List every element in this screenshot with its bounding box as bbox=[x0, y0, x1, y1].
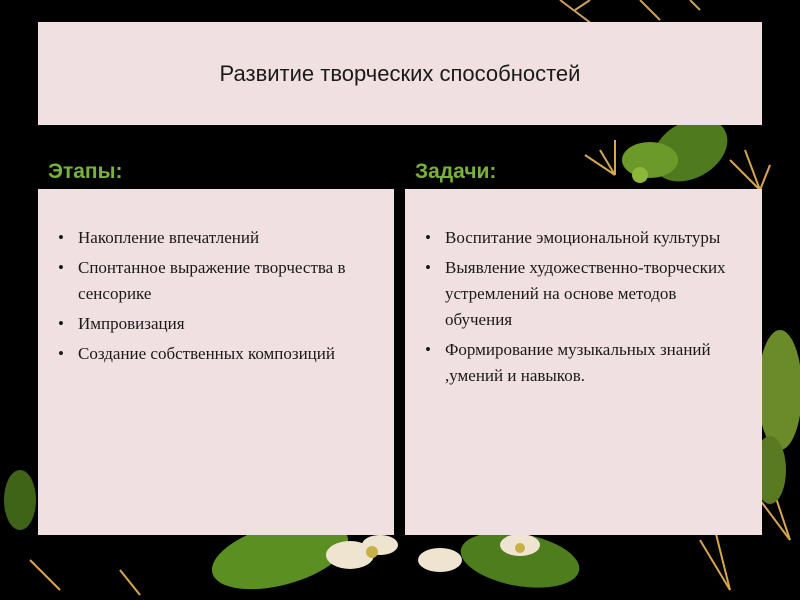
stages-panel bbox=[38, 189, 394, 535]
list-item: • Спонтанное выражение творчества в сенсорике bbox=[56, 255, 374, 307]
list-item: • Создание собственных композиций bbox=[56, 341, 374, 367]
list-item: • Импровизация bbox=[56, 311, 374, 337]
stages-list bbox=[56, 225, 374, 367]
tasks-list bbox=[423, 225, 742, 389]
tasks-heading: Задачи: bbox=[415, 160, 497, 183]
list-item: • Формирование музыкальных знаний ,умений и навыков. bbox=[423, 337, 742, 389]
stages-heading: Этапы: bbox=[48, 160, 123, 183]
list-item: • Выявление художественно-творческих устремлений на основе методов обучения bbox=[423, 255, 742, 333]
list-item: • Воспитание эмоциональной культуры bbox=[423, 225, 742, 251]
page-title: Развитие творческих способностей bbox=[219, 60, 581, 86]
list-item: • Накопление впечатлений bbox=[56, 225, 374, 251]
tasks-panel bbox=[405, 189, 762, 535]
title-panel bbox=[38, 22, 762, 125]
